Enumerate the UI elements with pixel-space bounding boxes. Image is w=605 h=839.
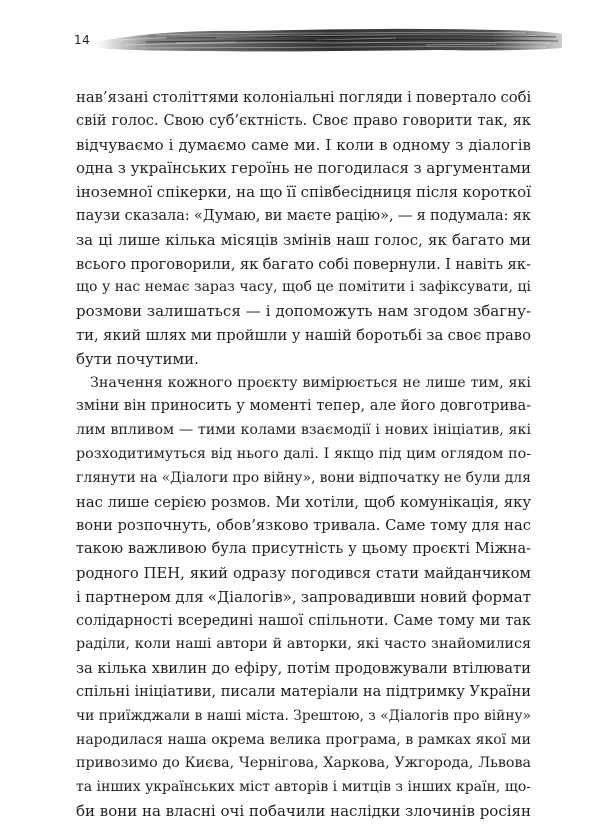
text-line: лим впливом — тими колами взаємодії і нових ініціатив, які [76,422,531,439]
text-line: чи приїжджали в наші міста. Зрештою, з «Діалогів про війну» [76,707,531,724]
text-line: спільні ініціативи, писали матеріали на підтримку України [76,683,531,700]
text-line: Значення кожного проєкту вимірюється не лише тим, які [90,374,531,391]
text-line: глянути на «Діалоги про війну», вони відпочатку не були для [76,469,531,486]
text-line: би вони на власні очі побачили наслідки злочинів росіян [76,801,531,820]
text-line: такою важливою була присутність у цьому проєкті Міжна- [76,541,531,558]
text-line: розмови залишаться — і допоможуть нам згодом збагну- [76,302,531,321]
page-header [0,0,605,60]
text-line: всього проговорили, як багато собі повернули. І навіть як- [76,255,531,273]
body-text [76,86,531,824]
text-line: народилася наша окрема велика програма, в рамках якої ми [76,731,531,748]
text-line: за кілька хвилин до ефіру, потім продовжували втілювати [76,660,531,678]
text-line: за ці лише кілька місяців змінів наш голос, як багато ми [76,230,531,249]
text-line: ти, який шлях ми пройшли у нашій боротьбі за своє право [76,326,531,344]
text-line: зміни він приносить у моменті тепер, але його довготрива- [76,398,531,415]
text-line: вони розпочнуть, обов’язково тривала. Саме тому для нас [76,517,531,535]
text-line: привозимо до Києва, Чернігова, Харкова, Ужгорода, Львова [76,755,531,772]
text-line: паузи сказала: «Думаю, ви маєте рацію», — я подумала: як [76,207,531,224]
text-line: іноземної спікерки, на що її співбесідниця після короткої [76,183,531,202]
page-number: 14 [74,33,91,47]
header-brush-stroke-decoration [96,24,562,54]
text-line: свій голос. Свою суб’єктність. Своє право говорити так, як [76,112,531,129]
text-line: що у нас немає зараз часу, щоб це помітити і зафіксувати, ці [76,279,531,296]
text-line: та інших українських міст авторів і митців з інших країн, що- [76,779,531,796]
paragraph-2 [76,372,531,824]
text-line: одна з українських героїнь не погодилася з аргументами [76,159,531,178]
text-line: і партнером для «Діалогів», запровадивши новий формат [76,587,531,606]
text-line: бути почутими. [76,349,199,368]
text-line: нас лише серією розмов. Ми хотіли, щоб комунікація, яку [76,493,531,511]
text-line: солідарності всередині нашої спільноти. Саме тому ми так [76,612,531,629]
text-line: раділи, коли наші автори й авторки, які часто знайомилися [76,636,531,653]
text-line: нав’язані століттями колоніальні погляди і повертало собі [76,89,531,106]
text-line: відчуваємо і думаємо саме ми. І коли в одному з діалогів [76,135,531,154]
text-line: родного ПЕН, який одразу погодився стати майданчиком [76,564,531,582]
text-line: розходитимуться від нього далі. І якщо під цим оглядом по- [76,445,531,462]
paragraph-1 [76,86,531,372]
